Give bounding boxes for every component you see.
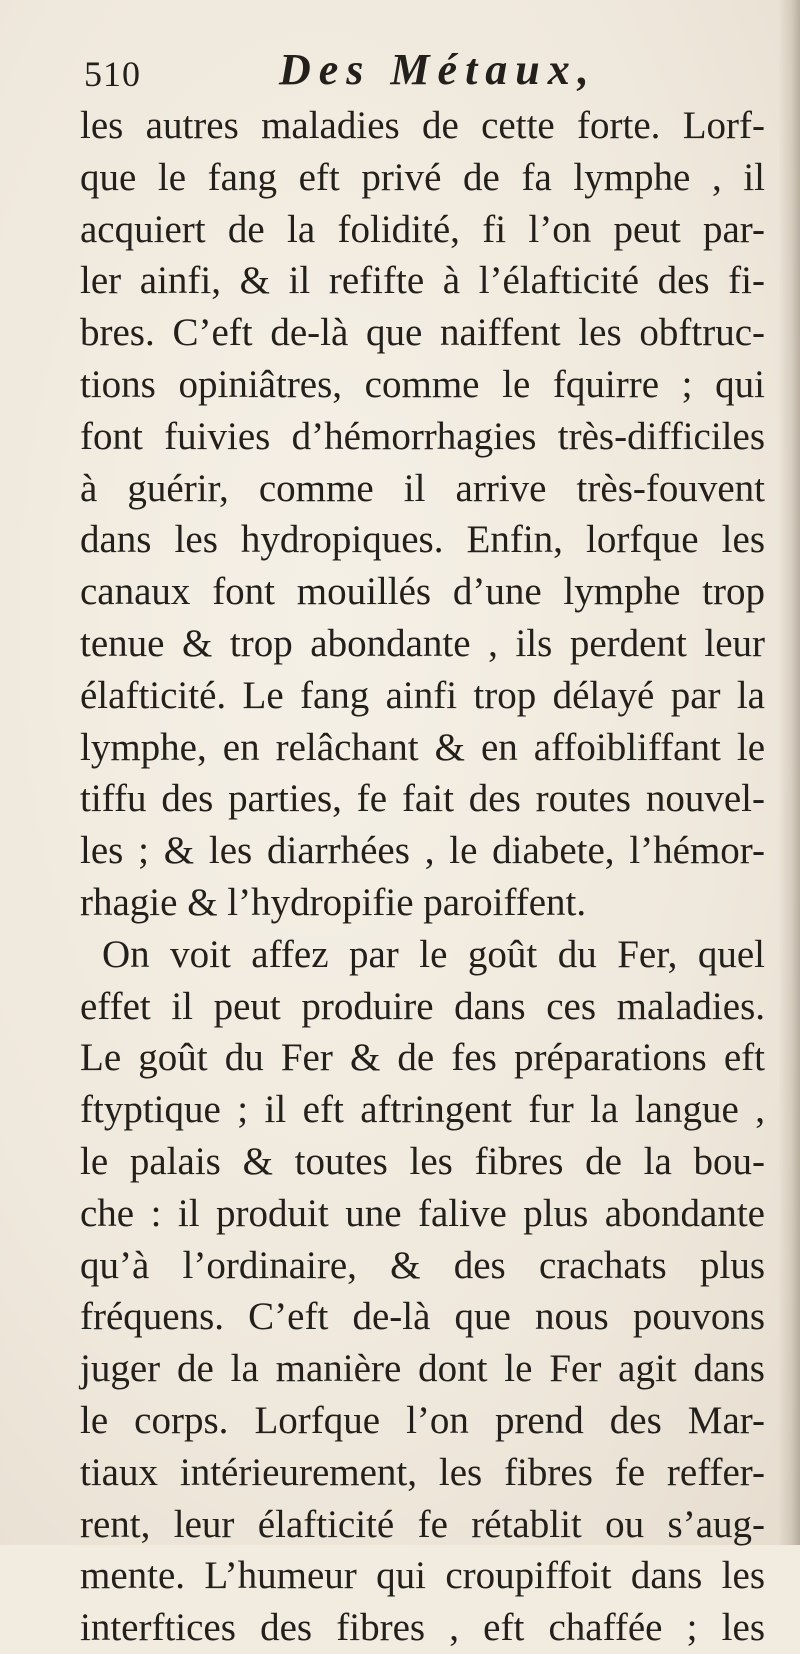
text-line: mente. L’humeur qui croupiffoit dans les — [80, 1554, 765, 1598]
page-number: 510 — [84, 54, 141, 94]
text-line: tions opiniâtres, comme le fquirre ; qui — [80, 362, 765, 406]
running-title: Des Métaux, — [279, 45, 597, 94]
text-line: à guérir, comme il arrive très-fouvent — [80, 466, 765, 510]
body-text — [80, 100, 765, 1654]
text-line: tiaux intérieurement, les fibres fe reffer- — [80, 1450, 765, 1494]
text-line: élafticité. Le fang ainfi trop délayé par la — [80, 673, 765, 717]
text-line: font fuivies d’hémorrhagies très-difficiles — [80, 414, 765, 458]
text-line: les autres maladies de cette forte. Lorf- — [80, 104, 765, 147]
text-line: le palais & toutes les fibres de la bou- — [80, 1139, 765, 1183]
text-line: fréquens. C’eft de-là que nous pouvons — [80, 1295, 765, 1339]
text-line: Le goût du Fer & de fes préparations eft — [80, 1036, 765, 1080]
text-line: ler ainfi, & il refifte à l’élafticité des fi- — [80, 259, 765, 303]
text-line-paragraph-start: On voit affez par le goût du Fer, quel — [102, 932, 765, 976]
text-line: acquiert de la folidité, fi l’on peut par- — [80, 207, 765, 251]
text-line: tenue & trop abondante , ils perdent leur — [80, 621, 765, 665]
page-edge-shadow — [778, 0, 800, 1545]
text-line: ftyptique ; il eft aftringent fur la langue , — [80, 1088, 765, 1132]
text-line: canaux font mouillés d’une lymphe trop — [80, 570, 765, 614]
text-line: les ; & les diarrhées , le diabete, l’hémor- — [80, 829, 765, 873]
text-line: que le fang eft privé de fa lymphe , il — [80, 155, 765, 199]
text-line: interftices des fibres , eft chaffée ; les — [80, 1606, 765, 1650]
text-line: qu’à l’ordinaire, & des crachats plus — [80, 1243, 765, 1287]
text-line: che : il produit une falive plus abondante — [80, 1191, 765, 1235]
text-line: lymphe, en relâchant & en affoibliffant le — [80, 725, 765, 769]
text-line-paragraph-end: rhagie & l’hydropifie paroiffent. — [80, 880, 587, 924]
text-line: dans les hydropiques. Enfin, lorfque les — [80, 518, 765, 562]
text-line: effet il peut produire dans ces maladies. — [80, 984, 765, 1028]
text-line: rent, leur élafticité fe rétablit ou s’aug- — [80, 1502, 765, 1546]
text-line: tiffu des parties, fe fait des routes nouvel- — [80, 777, 765, 821]
page-header — [84, 46, 684, 96]
text-line: bres. C’eft de-là que naiffent les obftruc- — [80, 311, 765, 355]
text-line: le corps. Lorfque l’on prend des Mar- — [80, 1398, 765, 1442]
text-line: juger de la manière dont le Fer agit dans — [80, 1347, 765, 1391]
